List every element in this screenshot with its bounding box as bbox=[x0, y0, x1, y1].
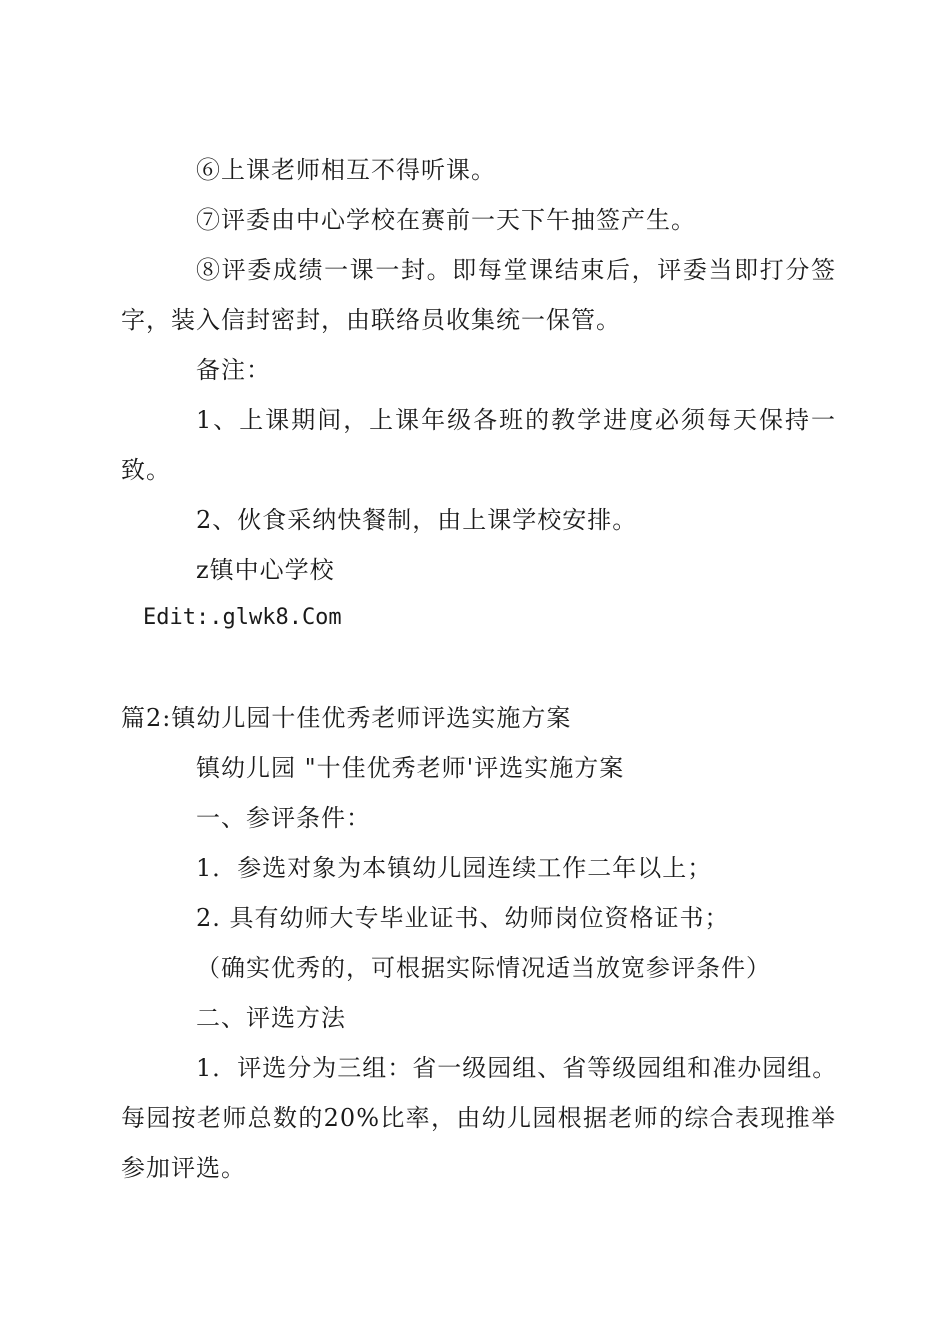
section-heading-conditions: 一、参评条件： bbox=[196, 804, 371, 832]
signature: z镇中心学校 bbox=[196, 556, 335, 584]
method-item-1-line-1: 1．评选分为三组：省一级园组、省等级园组和准办园组。 bbox=[196, 1054, 838, 1082]
note-heading: 备注： bbox=[196, 356, 271, 384]
rule-item-7: ⑦评委由中心学校在赛前一天下午抽签产生。 bbox=[196, 206, 696, 234]
rule-item-8-line-2: 字，装入信封密封，由联络员收集统一保管。 bbox=[121, 306, 621, 334]
condition-note: （确实优秀的，可根据实际情况适当放宽参评条件） bbox=[196, 954, 771, 982]
note-item-1-line-1: 1、上课期间，上课年级各班的教学进度必须每天保持一 bbox=[196, 406, 836, 434]
method-item-1-line-2: 每园按老师总数的20%比率，由幼儿园根据老师的综合表现推举 bbox=[121, 1104, 836, 1132]
condition-item-1: 1．参选对象为本镇幼儿园连续工作二年以上； bbox=[196, 854, 713, 882]
method-item-1-line-3: 参加评选。 bbox=[121, 1154, 246, 1182]
rule-item-8-line-1: ⑧评委成绩一课一封。即每堂课结束后，评委当即打分签 bbox=[196, 256, 836, 284]
chapter-title: 篇2:镇幼儿园十佳优秀老师评选实施方案 bbox=[121, 704, 572, 732]
condition-item-2: 2. 具有幼师大专毕业证书、幼师岗位资格证书； bbox=[196, 904, 730, 932]
section-heading-method: 二、评选方法 bbox=[196, 1004, 346, 1032]
edit-source-line: Edit:.glwk8.Com bbox=[143, 605, 342, 630]
note-item-2: 2、伙食采纳快餐制，由上课学校安排。 bbox=[196, 506, 638, 534]
rule-item-6: ⑥上课老师相互不得听课。 bbox=[196, 156, 496, 184]
note-item-1-line-2: 致。 bbox=[121, 456, 171, 484]
document-title: 镇幼儿园 "十佳优秀老师'评选实施方案 bbox=[196, 754, 625, 782]
